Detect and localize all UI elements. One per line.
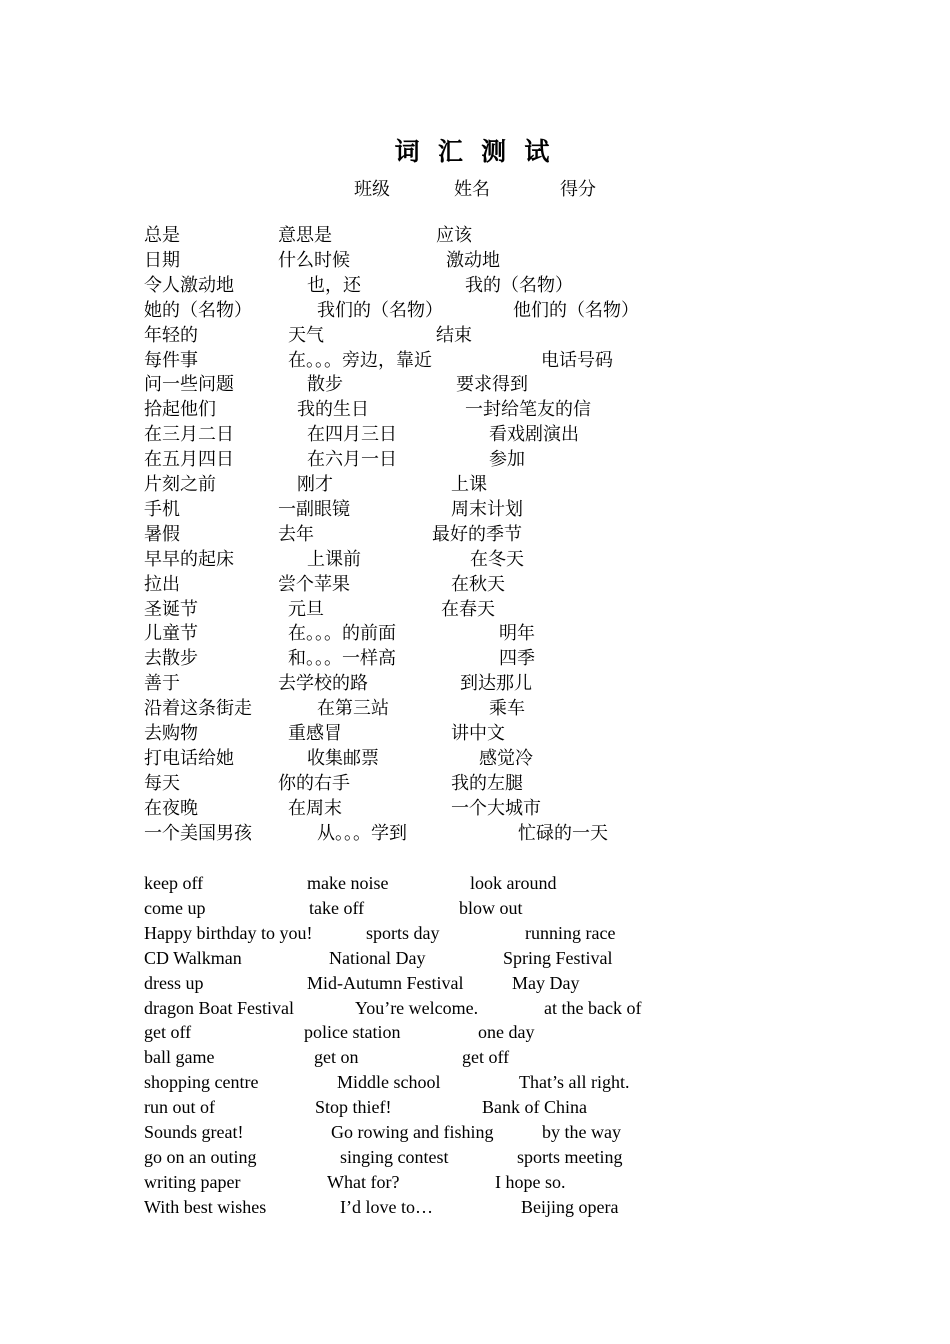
english-vocab-term: blow out: [459, 897, 523, 918]
chinese-vocab-term: 元旦: [288, 598, 324, 619]
chinese-vocab-term: 讲中文: [451, 723, 505, 743]
english-vocab-term: get off: [144, 1022, 192, 1043]
english-vocab-term: Sounds great!: [144, 1122, 244, 1142]
chinese-vocab-term: 最好的季节: [432, 523, 522, 544]
chinese-vocab-term: 沿着这条街走: [144, 698, 252, 719]
english-vocab-term: dragon Boat Festival: [144, 997, 294, 1018]
chinese-vocab-term: 他们的（名物）: [513, 299, 639, 320]
chinese-vocab-term: 儿童节: [144, 623, 198, 644]
chinese-vocab-term: 打电话给她: [144, 747, 234, 768]
english-vocab-term: Go rowing and fishing: [331, 1122, 494, 1142]
english-vocab-term: National Day: [329, 947, 426, 968]
english-vocab-term: singing contest: [340, 1146, 449, 1167]
chinese-vocab-term: 拉出: [144, 573, 180, 594]
english-vocab-term: sports day: [366, 922, 440, 943]
chinese-vocab-term: 在秋天: [451, 573, 505, 594]
chinese-vocab-term: 善于: [144, 673, 180, 694]
english-vocab-term: dress up: [144, 972, 204, 993]
chinese-vocab-term: 你的右手: [278, 772, 350, 793]
chinese-vocab-term: 电话号码: [541, 349, 613, 370]
english-vocab-term: running race: [525, 922, 616, 943]
chinese-vocab-term: 明年: [499, 623, 535, 644]
english-vocab-term: What for?: [327, 1171, 400, 1192]
chinese-vocab-term: 激动地: [446, 249, 500, 270]
chinese-vocab-term: 散步: [307, 374, 343, 395]
chinese-vocab-term: 也，还: [307, 274, 361, 295]
chinese-vocab-term: 上课: [451, 474, 487, 494]
chinese-vocab-term: 要求得到: [456, 374, 528, 395]
english-vocab-term: one day: [478, 1022, 535, 1043]
chinese-vocab-term: 到达那儿: [460, 673, 532, 694]
english-vocab-term: Mid-Autumn Festival: [307, 972, 464, 993]
chinese-vocab-term: 她的（名物）: [144, 299, 252, 320]
english-vocab-term: Bank of China: [482, 1097, 587, 1118]
chinese-vocab-term: 去购物: [144, 723, 198, 743]
chinese-vocab-term: 令人激动地: [144, 274, 234, 295]
chinese-vocab-term: 在冬天: [470, 548, 524, 569]
english-vocab-term: CD Walkman: [144, 947, 242, 968]
class-label: 班级: [354, 179, 390, 199]
english-vocab-term: ball game: [144, 1047, 215, 1068]
chinese-vocab-term: 拾起他们: [144, 399, 216, 420]
chinese-vocab-term: 一副眼镜: [278, 498, 350, 519]
english-vocab-term: get off: [462, 1047, 510, 1068]
chinese-vocab-term: 一个大城市: [451, 797, 541, 818]
english-vocab-term: go on an outing: [144, 1146, 257, 1167]
english-vocab-term: Beijing opera: [521, 1196, 619, 1217]
chinese-vocab-term: 我的（名物）: [465, 274, 573, 295]
chinese-vocab-term: 应该: [436, 225, 472, 245]
chinese-vocab-term: 每天: [144, 772, 180, 793]
english-vocab-term: at the back of: [544, 997, 642, 1018]
english-vocab-term: I hope so.: [495, 1171, 566, 1192]
chinese-vocab-term: 刚才: [297, 474, 333, 494]
name-label: 姓名: [454, 179, 490, 199]
chinese-vocab-term: 片刻之前: [144, 474, 216, 494]
page-title: 词 汇 测 试: [394, 139, 556, 166]
chinese-vocab-term: 问一些问题: [144, 374, 234, 395]
chinese-vocab-term: 乘车: [489, 698, 525, 719]
chinese-vocab-term: 在春天: [441, 598, 495, 619]
english-vocab-term: take off: [309, 897, 365, 918]
chinese-vocab-term: 在三月二日: [144, 424, 234, 445]
english-vocab-term: shopping centre: [144, 1072, 259, 1093]
chinese-vocab-term: 在。。。的前面: [288, 623, 396, 644]
chinese-vocab-term: 尝个苹果: [278, 573, 350, 594]
chinese-vocab-term: 在夜晚: [144, 797, 198, 818]
chinese-vocab-term: 四季: [499, 648, 535, 669]
chinese-vocab-term: 我们的（名物）: [317, 299, 443, 320]
chinese-vocab-term: 周末计划: [451, 498, 523, 519]
chinese-vocab-term: 圣诞节: [144, 598, 198, 619]
chinese-vocab-term: 每件事: [144, 349, 198, 370]
chinese-vocab-term: 我的生日: [297, 399, 369, 420]
chinese-vocab-term: 暑假: [144, 523, 180, 544]
chinese-vocab-term: 天气: [288, 324, 324, 345]
chinese-vocab-term: 在第三站: [317, 698, 389, 719]
chinese-vocab-term: 在五月四日: [144, 449, 234, 470]
chinese-vocab-term: 我的左腿: [451, 772, 523, 793]
chinese-vocab-term: 重感冒: [288, 723, 342, 743]
chinese-vocab-term: 去学校的路: [278, 673, 368, 694]
english-vocab-term: police station: [304, 1022, 401, 1043]
chinese-vocab-term: 参加: [489, 449, 525, 470]
english-vocab-term: That’s all right.: [519, 1072, 630, 1093]
english-vocab-term: look around: [470, 873, 557, 893]
english-vocab-term: writing paper: [144, 1171, 241, 1192]
chinese-vocab-term: 看戏剧演出: [489, 424, 579, 445]
score-label: 得分: [560, 179, 596, 199]
english-vocab-term: Spring Festival: [503, 947, 613, 968]
english-vocab-term: May Day: [512, 972, 580, 993]
english-vocab-term: make noise: [307, 873, 389, 893]
chinese-vocab-term: 年轻的: [144, 324, 198, 345]
english-vocab-term: come up: [144, 897, 206, 918]
english-vocab-term: run out of: [144, 1097, 215, 1118]
english-vocab-term: With best wishes: [144, 1196, 267, 1217]
chinese-vocab-term: 收集邮票: [307, 747, 379, 768]
chinese-vocab-term: 什么时候: [278, 249, 350, 270]
chinese-vocab-term: 去年: [278, 523, 314, 544]
chinese-vocab-term: 上课前: [307, 548, 361, 569]
chinese-vocab-term: 日期: [144, 249, 180, 270]
chinese-vocab-term: 感觉冷: [479, 747, 533, 768]
english-vocab-term: Middle school: [337, 1072, 441, 1093]
english-vocab-term: get on: [314, 1047, 359, 1068]
english-vocab-term: Happy birthday to you!: [144, 922, 313, 943]
chinese-vocab-term: 和。。。一样高: [288, 648, 396, 669]
chinese-vocab-term: 忙碌的一天: [518, 822, 608, 843]
chinese-vocab-term: 去散步: [144, 648, 198, 669]
english-vocab-term: keep off: [144, 873, 204, 893]
english-vocab-term: You’re welcome.: [355, 997, 479, 1018]
chinese-vocab-term: 在周末: [288, 797, 342, 818]
chinese-vocab-term: 一封给笔友的信: [465, 399, 591, 420]
chinese-vocab-term: 从。。。学到: [317, 822, 407, 843]
english-vocab-term: I’d love to…: [340, 1196, 433, 1217]
english-vocab-term: by the way: [542, 1122, 621, 1142]
chinese-vocab-term: 早早的起床: [144, 548, 234, 569]
chinese-vocab-term: 手机: [144, 498, 180, 519]
chinese-vocab-term: 结束: [436, 324, 472, 345]
chinese-vocab-term: 在。。。旁边，靠近: [288, 349, 432, 370]
chinese-vocab-term: 总是: [144, 225, 180, 245]
chinese-vocab-term: 在六月一日: [307, 449, 397, 470]
english-vocab-term: Stop thief!: [315, 1097, 392, 1118]
chinese-vocab-term: 在四月三日: [307, 424, 397, 445]
english-vocab-term: sports meeting: [517, 1146, 623, 1167]
chinese-vocab-term: 一个美国男孩: [144, 822, 252, 843]
chinese-vocab-term: 意思是: [278, 225, 332, 245]
